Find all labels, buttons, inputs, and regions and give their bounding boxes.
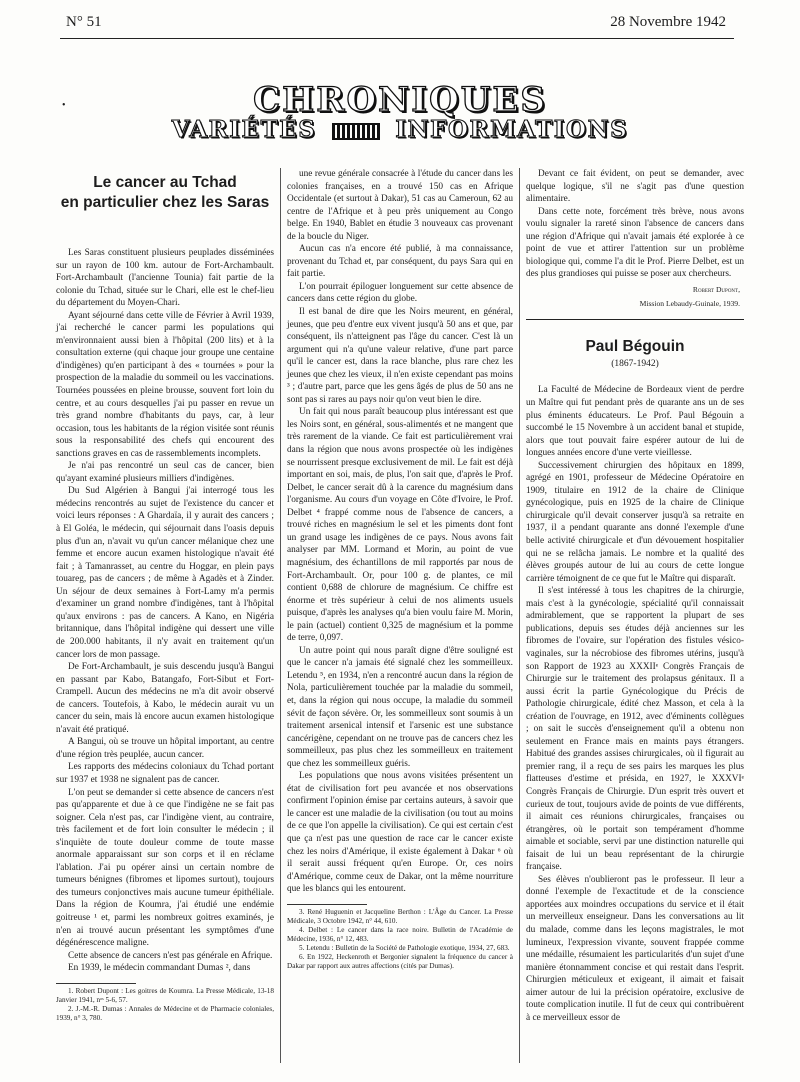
footnotes-col1 [56, 987, 274, 1023]
footnote: 4. Delbet : Le cancer dans la race noire. Bulletin de l'Académie de Médecine, 1936, n° 12, 483. [287, 925, 513, 943]
article-dates: (1867-1942) [611, 358, 659, 369]
footnotes-col2 [287, 908, 513, 971]
paragraph: Les Saras constituent plusieurs peuplades disséminées sur un rayon de 100 km. autour de Fort-Archambault. Fort-Archambault (l'ancienne Tounia) fait partie de la colonie du Tchad, située sur le Chari, elle est le chef-lieu du département du Moyen-Chari. [56, 248, 274, 309]
article-title-begouin: Paul Bégouin [585, 337, 685, 355]
paragraph: Un fait qui nous paraît beaucoup plus intéressant est que les Noirs sont, en général, sous-alimentés et ne mangent que très rarement de la viande. Ce fait est particulièrement vrai dans la région que nous avons prospectée où les indigènes se nourrissent presque exclusivement de mil. Le fait est déjà important en soi, mais, de plus, l'on sait que, d'après le Prof. Delbet, le cancer serait dû à la carence du magnésium dans l'organisme. Au cours d'un voyage en Côte d'Ivoire, le Prof. Delbet ⁴ frappé comme nous de l'absence de cancers, a trouvé riches en magnésium le sel et les piments dont font un grand usage les indigènes de ce pays. Nous avons fait analyser par MM. Lormand et Morin, au point de vue magnésium, des échantillons de mil rapportés par nous de Fort-Archambault. Or, pour 100 g. de plantes, ce mil contient 0,688 de chlorure de magnésium. Ce chiffre est énorme et très supérieur à celui de nos aliments usuels puisque, d'après les analyses qu'a bien voulu faire M. Morin, le pain (actuel) contient 0,325 de magnésium et la pomme de terre, 0,097. [287, 407, 513, 644]
article-title-cancer-tchad: Le cancer au Tchad en particulier chez les Saras [60, 174, 270, 211]
column-rule-2 [519, 168, 520, 1063]
article2-body [526, 384, 744, 1024]
footnote: 2. J.-M.-R. Dumas : Annales de Médecine et de Pharmacie coloniales, 1939, n° 3, 780. [56, 1004, 274, 1022]
article1-col3-body [526, 168, 744, 281]
paragraph: Les rapports des médecins coloniaux du Tchad portant sur 1937 et 1938 ne signalent pas de cancer. [56, 762, 274, 785]
paragraph: Dans cette note, forcément très brève, nous avons voulu signaler la rareté sinon l'absence de cancers dans une région d'Afrique qui n'avait jamais été explorée à ce point de vue et attirer l'attention sur un problème biologique qui, comme l'a dit le Prof. Pierre Delbet, est un des plus grandioses qui puisse se poser aux chercheurs. [526, 206, 744, 280]
masthead-varietes-informations [0, 116, 800, 143]
paragraph: Cette absence de cancers n'est pas générale en Afrique. [68, 950, 273, 961]
bullet-mark: • [62, 100, 66, 111]
column-1 [56, 165, 274, 1023]
footnote: 3. René Huguenin et Jacqueline Berthon : L'Âge du Cancer. La Presse Médicale, 3 Octobre 1942, n° 44, 610. [287, 907, 513, 925]
paragraph: Il s'est intéressé à tous les chapitres de la chirurgie, mais c'est à la gynécologie, spécialité qu'il connaissait admirablement, que se rapportent la plupart de ses publications, depuis ses études déjà anciennes sur les fibromes de l'ovaire, sur l'opération des fistules vésico-vaginales, sur la nécrobiose des fibromes utérins, jusqu'à son Rapport de 1923 au XXXIIᵉ Congrès Français de Chirurgie sur le traitement des prolapsus génitaux. Il a aussi écrit la partie Gynécologique du Précis de Pathologie chirurgicale, édité chez Masson, et cela à la création de l'ouvrage, en 1912, avec d'éminents collègues ; on sait le succès d'enseignement qu'il a obtenu non seulement en France mais en maints pays étrangers. Habitué des grandes assises chirurgicales, où il figurait au premier rang, il a reçu de ses pairs les marques les plus flatteuses d'estime et présida, en 1927, le XXXVIᵉ Congrès Français de Chirurgie. D'un esprit très ouvert et curieux de tout, toujours avide de points de vue différents, il aimait ces réunions chirurgicales, françaises ou étrangères, où le portait son tempérament d'homme aimable et sociable, servi par une distinction naturelle qui faisait de lui un beau représentant de la chirurgie française. [526, 586, 744, 873]
footnote: 1. Robert Dupont : Les goitres de Koumra. La Presse Médicale, 13-18 Janvier 1941, nᵒˢ 5-6, 57. [56, 986, 274, 1004]
article1-col1-body [56, 247, 274, 975]
paragraph: L'on pourrait épiloguer longuement sur cette absence de cancers dans cette région du globe. [287, 281, 513, 305]
mission-line: Mission Lebaudy-Guinale, 1939. [639, 298, 740, 308]
paragraph: L'on peut se demander si cette absence de cancers n'est pas qu'apparente et due à ce que l'indigène ne se fait pas soigner. Cela n'est pas, car l'indigène vient, au contraire, très facilement et de fort loin consulter le médecin ; il s'inquiète de toute douleur comme de toute masse anormale apparaissant sur son corps et il en réclame l'ablation. J'ai pu opérer ainsi un certain nombre de tumeurs bénignes (fibromes et lipomes surtout), toujours des tumeurs conjonctives mais aucune tumeur épithéliale. Dans la région de Koumra, j'ai étudié une endémie goitreuse ¹ et, parmi les nombreux goitres examinés, je n'en ai trouvé aucun présentant les symptômes d'une dégénérescence maligne. [56, 787, 274, 949]
paragraph: Un autre point qui nous paraît digne d'être souligné est que le cancer n'a jamais été signalé chez les sommeilleux. Letendu ⁵, en 1934, n'en a rencontré aucun dans la région de Nola, particulièrement touchée par la maladie du sommeil, et, dans la région qui nous occupe, la maladie du sommeil sévit de façon sévère. Or, les sommeilleux sont soumis à un traitement arsenical intensif et l'arsenic est une substance cancérigène, cependant on ne trouve pas de cancers chez les sommeilleux, pas plus chez les sommeilleux en traitement que chez les sommeilleux guéris. [287, 645, 513, 769]
paragraph: Successivement chirurgien des hôpitaux en 1899, agrégé en 1901, professeur de Médecine Opératoire en 1909, titulaire en 1912 de la chaire de Clinique gynécologique, puis en 1925 de la chaire de Clinique chirurgicale qu'il devait conserver jusqu'à sa retraite en 1937, il a pendant quarante ans donné l'exemple d'une belle activité chirurgicale et d'un dévouement hospitalier qui ne se relâcha jamais. Le nombre et la qualité des élèves groupés autour de lui au cours de cette longue carrière témoignent de ce que fut le Maître qui disparaît. [526, 460, 744, 584]
paragraph: Ses élèves n'oublieront pas le professeur. Il leur a donné l'exemple de l'exactitude et de la conscience apportées aux moindres occupations du service et il était un merveilleux enseigneur. Dans les conversations au lit du malade, comme dans les leçons magistrales, le mot lumineux, l'expression vivante, souvent frappée comme une médaille, résumaient les particularités d'un sujet d'une manière étonnamment concise et qui restait dans l'esprit. Chirurgien méticuleux et exigeant, il aimait et faisait aimer autour de lui la précision opératoire, exclusive de toute complication inutile. Il fut de ceux qui contribuèrent à ce merveilleux essor de [526, 874, 744, 1023]
paragraph: Ayant séjourné dans cette ville de Février à Avril 1939, j'ai recherché le cancer parmi les populations qui m'environnaient aussi bien à l'hôpital (200 lits) et à la consultation externe (qui chaque jour groupe une centaine d'indigènes) qu'en participant à des « tournées » pour la prospection de la maladie du sommeil ou les vaccinations. Tournées poussées en pleine brousse, souvent fort loin du centre, et au cours desquelles j'ai pu passer en revue un très grand nombre d'habitants du pays, car, à leur occasion, tous les habitants de la région visitée sont réunis sous la responsabilité des chefs qui encourent des sanctions graves en cas de rassemblements incomplets. [56, 310, 274, 459]
paragraph: En 1939, le médecin commandant Dumas ², dans [68, 963, 251, 974]
column-3 [526, 168, 744, 1024]
paragraph: A Bangui, où se trouve un hôpital important, au centre d'une région très peuplée, aucun cancer. [56, 737, 274, 760]
paragraph: une revue générale consacrée à l'étude du cancer dans les colonies françaises, en a trouvé 150 cas en Afrique Occidentale (et surtout à Dakar), 51 cas au Cameroun, 62 au centre de l'Afrique et à peu près uniquement au Congo belge. En 1940, Bablet en étudie 3 nouveaux cas provenant de la boucle du Niger. [287, 169, 513, 242]
signature: Robert Dupont, [692, 284, 740, 294]
footnote: 5. Letendu : Bulletin de la Société de Pathologie exotique, 1934, 27, 683. [299, 943, 510, 952]
masthead-chroniques: CHRONIQUES [253, 80, 547, 120]
footnote-rule [287, 904, 367, 905]
article-separator [526, 319, 744, 320]
paragraph: Les populations que nous avons visitées présentent un état de civilisation fort peu avancée et nos observations confirment l'opinion émise par certains auteurs, à savoir que le cancer est une maladie de la civilisation (ou tout au moins de ce que l'on appelle la civilisation). Ce qui est certain c'est que ça n'est pas une question de race car le cancer existe chez les noirs d'Amérique, il existe également à Dakar ⁶ où il serait aussi fréquent qu'en Europe. Or, ces noirs d'Amérique, comme ceux de Dakar, ont la même nourriture que les blancs qui les entourent. [287, 771, 513, 895]
header-rule [60, 38, 734, 39]
masthead-informations: INFORMATIONS [395, 116, 629, 143]
paragraph: La Faculté de Médecine de Bordeaux vient de perdre un Maître qui fut pendant près de quarante ans un de ses plus éminents éducateurs. Le Prof. Paul Bégouin a succombé le 15 Novembre à un accident banal et stupide, alors que tout pouvait faire espérer autour de lui de longues années encore d'une verte vieillesse. [526, 385, 744, 459]
masthead-varietes: VARIÉTÉS [171, 116, 317, 143]
paragraph: De Fort-Archambault, je suis descendu jusqu'à Bangui en passant par Kabo, Batangafo, Fort-Sibut et Fort-Crampell. Aucun des médecins ne m'a dit avoir observé de cancers. Toutefois, à Kabo, le médecin aurait vu un cancer du sein, mais là encore aucun examen histologique n'avait été pratiqué. [56, 662, 274, 735]
footnote-rule [56, 983, 136, 984]
issue-date: 28 Novembre 1942 [610, 14, 726, 30]
issue-number: N° 51 [66, 14, 102, 30]
paragraph: Aucun cas n'a encore été publié, à ma connaissance, provenant du Tchad et, par conséquent, du pays Sara qui en fait partie. [287, 244, 513, 280]
paragraph: Je n'ai pas rencontré un seul cas de cancer, bien qu'ayant examiné plusieurs milliers d'indigènes. [56, 461, 274, 484]
paragraph: Devant ce fait évident, on peut se demander, avec quelque logique, s'il ne s'agit pas d'une question alimentaire. [526, 169, 744, 205]
paragraph: Du Sud Algérien à Bangui j'ai interrogé tous les médecins rencontrés au sujet de l'existence du cancer et voici leurs réponses : A Ghardaïa, il y aurait des cancers ; à El Goléa, le médecin, qui séjournait dans l'oasis depuis plus d'un an, n'avait vu qu'un cancer mélanique chez une femme et encore aucun examen histologique n'avait été fait ; à Tamanrasset, au centre du Hoggar, en plein pays touareg, pas de cancers ; de même à Agadès et à Zinder. Un séjour de deux semaines à Fort-Lamy m'a permis d'examiner un grand nombre d'indigènes, tant à l'hôpital qu'aux environs : pas de cancers. A Kano, en Nigéria britannique, dans l'hôpital indigène qui dessert une ville de 200.000 habitants, il n'y avait en traitement qu'un cancer lors de mon passage. [56, 486, 274, 660]
paragraph: Il est banal de dire que les Noirs meurent, en général, jeunes, que peu d'entre eux vivent jusqu'à 50 ans et que, par conséquent, ils n'atteignent pas l'âge du cancer. C'est là un argument qui n'a qu'une valeur relative, d'une part parce qu'il le cancer est, dans la race blanche, plus rare chez les jeunes que chez les vieux, il n'en existe cependant pas moins ³ ; d'autre part, parce que les gens âgés de plus de 50 ans ne sont pas si rares au pays noir qu'on veut bien le dire. [287, 307, 513, 405]
column-rule-1 [280, 168, 281, 1063]
column-2 [287, 168, 513, 971]
footnote: 6. En 1922, Heckenroth et Bergonier signalent la fréquence du cancer à Dakar par rapport aux autres affections (cités par Dumas). [287, 952, 513, 970]
article1-col2-body [287, 168, 513, 896]
ornament-divider [332, 123, 380, 140]
